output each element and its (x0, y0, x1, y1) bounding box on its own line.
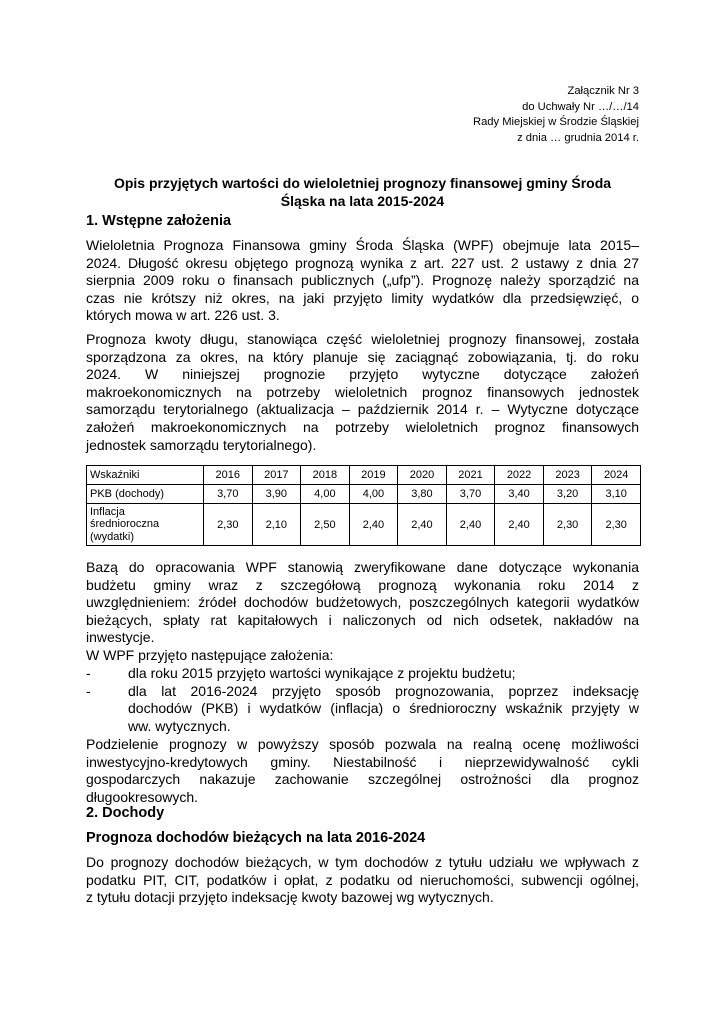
value-cell: 2,40 (446, 504, 495, 546)
value-cell: 2,40 (398, 504, 447, 546)
section2-subheading: Prognoza dochodów bieżących na lata 2016-2024 (86, 830, 426, 846)
text-line: długookresowych. (86, 788, 199, 805)
value-cell: 4,00 (349, 485, 398, 504)
text-line: W WPF przyjęto następujące założenia: (86, 646, 334, 663)
text-line: czas nie krótszy niż okres, na jaki przyjęto limity wydatków dla przedsięwzięć, o (86, 289, 639, 306)
text-line: założeń makroekonomicznych na potrzeby wieloletnich prognoz finansowych (86, 418, 639, 435)
text-line: uwzględnieniem: źródeł dochodów budżetowych, poszczególnych kategorii wydatków (86, 594, 639, 611)
text-line: dla lat 2016-2024 przyjęto sposób prognozowania, poprzez indeksację (128, 682, 639, 699)
value-cell: 2,10 (252, 504, 301, 546)
value-cell: 3,40 (495, 485, 544, 504)
table-row (87, 504, 641, 546)
text-line: jednostek samorządu terytorialnego). (86, 436, 317, 453)
text-line: budżetu gminy wraz z szczegółową prognozą wykonania roku 2014 z (86, 576, 639, 593)
text-line: Wieloletnia Prognoza Finansowa gminy Środa Śląska (WPF) obejmuje lata 2015– (86, 237, 639, 253)
value-cell: 2,30 (204, 504, 253, 546)
text-line: sporządzona za okres, na który planuje się zaciągnąć zobowiązania, tj. do roku (86, 348, 639, 365)
annex-line: do Uchwały Nr …/…/14 (522, 100, 639, 113)
annex-reference (473, 84, 639, 146)
text-line: bieżących, spłaty rat kapitałowych i naliczonych od nich odsetek, nakładów na (86, 611, 639, 628)
text-line: podatku PIT, CIT, podatków i opłat, z podatku od nieruchomości, subwencji ogólnej, (86, 871, 639, 888)
value-cell: 2,40 (349, 504, 398, 546)
section2-heading: 2. Dochody (86, 805, 165, 821)
text-line: których mowa w art. 226 ust. 3. (86, 307, 280, 324)
row-label: PKB (dochody) (87, 485, 204, 504)
text-line: dla roku 2015 przyjęto wartości wynikające z projektu budżetu; (128, 665, 516, 681)
paragraph-basis (86, 559, 639, 665)
value-cell: 3,20 (543, 485, 592, 504)
value-cell: 2,50 (301, 504, 350, 546)
text-line: inwestycyjno-kredytowych gminy. Niestabilność i nieprzewidywalność cykli (86, 753, 639, 770)
year-cell: 2020 (398, 466, 447, 485)
year-cell: 2016 (204, 466, 253, 485)
list-dash: - (86, 682, 91, 699)
row-label-line: Inflacja (90, 505, 125, 518)
text-line: inwestycje. (86, 629, 155, 646)
table-header-label: Wskaźniki (87, 466, 204, 485)
text-line: samorządu terytorialnego (aktualizacja – październik 2014 r. – Wytyczne dotyczące (86, 401, 639, 418)
value-cell: 4,00 (301, 485, 350, 504)
indicators-table (86, 465, 641, 546)
text-line: 2024. Długość okresu objętego prognozą wynika z art. 227 ust. 2 ustawy z dnia 27 (86, 254, 639, 271)
year-cell: 2024 (592, 466, 641, 485)
text-line: Do prognozy dochodów bieżących, w tym dochodów z tytułu udziału we wpływach z (86, 854, 639, 870)
text-line: ww. wytycznych. (128, 717, 231, 734)
year-cell: 2023 (543, 466, 592, 485)
annex-line: z dnia … grudnia 2014 r. (517, 131, 639, 144)
table-header-row (87, 466, 641, 485)
assumptions-list (86, 665, 639, 735)
text-line: Podzielenie prognozy w powyższy sposób pozwala na realną ocenę możliwości (86, 736, 639, 752)
value-cell: 3,70 (446, 485, 495, 504)
table-row (87, 485, 641, 504)
row-label-line: średnioroczna (90, 518, 160, 531)
paragraph-scope (86, 237, 639, 325)
paragraph-evaluation (86, 736, 639, 806)
text-line: Prognoza kwoty długu, stanowiąca część wieloletniej prognozy finansowej, została (86, 331, 639, 347)
text-line: makroekonomicznych na potrzeby wieloletnich prognoz finansowych jednostek (86, 383, 639, 400)
title-line: Opis przyjętych wartości do wieloletniej prognozy finansowej gminy Środa (113, 175, 612, 191)
value-cell: 3,70 (204, 485, 253, 504)
list-item (86, 683, 639, 736)
year-cell: 2018 (301, 466, 350, 485)
value-cell: 3,80 (398, 485, 447, 504)
annex-line: Załącznik Nr 3 (567, 85, 639, 97)
value-cell: 3,90 (252, 485, 301, 504)
document-title (86, 174, 639, 210)
value-cell: 2,40 (495, 504, 544, 546)
text-line: Bazą do opracowania WPF stanowią zweryfikowane dane dotyczące wykonania (86, 559, 639, 575)
text-line: sierpnia 2009 roku o finansach publicznych („ufp”). Prognozę należy sporządzić na (86, 272, 639, 289)
text-line: 2024. W niniejszej prognozie przyjęto wytyczne dotyczące założeń (86, 366, 639, 383)
year-cell: 2022 (495, 466, 544, 485)
value-cell: 2,30 (543, 504, 592, 546)
title-line: Śląska na lata 2015-2024 (280, 193, 445, 209)
paragraph-income (86, 854, 639, 907)
list-dash: - (86, 665, 91, 681)
text-line: gospodarczych nakazuje zachowanie szczególnej ostrożności dla prognoz (86, 771, 639, 788)
value-cell: 2,30 (592, 504, 641, 546)
year-cell: 2017 (252, 466, 301, 485)
text-line: z tytułu dotacji przyjęto indeksację kwoty bazowej wg wytycznych. (86, 889, 494, 906)
list-item (86, 665, 639, 683)
paragraph-debt (86, 331, 639, 454)
annex-line: Rady Miejskiej w Środzie Śląskiej (472, 116, 639, 128)
value-cell: 3,10 (592, 485, 641, 504)
text-line: dochodów (PKB) i wydatków (inflacja) o średnioroczny wskaźnik przyjęty w (128, 700, 639, 717)
year-cell: 2019 (349, 466, 398, 485)
row-label (87, 504, 204, 546)
section1-heading: 1. Wstępne założenia (86, 213, 232, 229)
row-label-line: (wydatki) (90, 530, 135, 543)
year-cell: 2021 (446, 466, 495, 485)
